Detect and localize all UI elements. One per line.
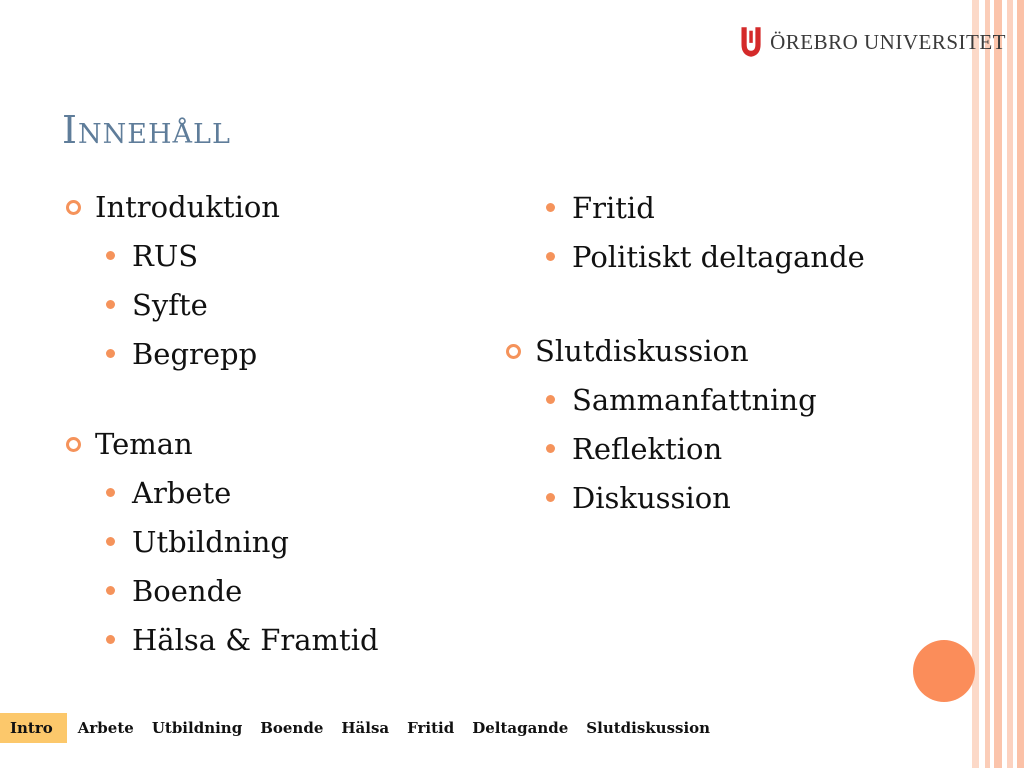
dot-bullet-icon (546, 493, 555, 502)
nav-item-boende[interactable]: Boende (260, 719, 324, 737)
university-logo (738, 20, 1006, 64)
dot-bullet-icon (106, 251, 115, 260)
item-label: Reflektion (572, 431, 723, 466)
list-subitem (66, 615, 379, 664)
item-label: Fritid (572, 190, 655, 225)
orebro-logo-icon (738, 23, 764, 61)
ring-bullet-icon (506, 344, 521, 359)
list-subitem (506, 232, 865, 281)
logo-text: ÖREBRO UNIVERSITET (770, 29, 1006, 54)
decor-stripe (1017, 0, 1024, 768)
item-label: Teman (95, 427, 193, 461)
dot-bullet-icon (106, 488, 115, 497)
nav-item-fritid[interactable]: Fritid (407, 719, 455, 737)
ring-bullet-icon (66, 437, 81, 452)
item-label: Sammanfattning (572, 382, 817, 417)
list-subitem (506, 375, 865, 424)
dot-bullet-icon (546, 203, 555, 212)
list-subitem (66, 329, 379, 378)
item-label: Diskussion (572, 480, 731, 515)
nav-item-deltagande[interactable]: Deltagande (472, 719, 569, 737)
slide-title: Innehåll (62, 108, 231, 152)
section-nav (0, 713, 719, 743)
item-label: Slutdiskussion (535, 334, 749, 368)
decor-stripe (1007, 0, 1013, 768)
list-item (66, 420, 379, 468)
right-column (506, 183, 865, 522)
dot-bullet-icon (546, 444, 555, 453)
dot-bullet-icon (546, 395, 555, 404)
item-label: Introduktion (95, 190, 280, 224)
list-subitem (506, 473, 865, 522)
dot-bullet-icon (106, 349, 115, 358)
item-label: Syfte (132, 287, 208, 322)
list-subitem (66, 517, 379, 566)
list-subitem (66, 231, 379, 280)
list-subitem (506, 183, 865, 232)
item-label: Hälsa & Framtid (132, 622, 379, 657)
dot-bullet-icon (106, 586, 115, 595)
item-label: Boende (132, 573, 243, 608)
item-label: Begrepp (132, 336, 258, 371)
list-subitem (66, 566, 379, 615)
nav-item-arbete[interactable]: Arbete (77, 719, 134, 737)
nav-item-intro[interactable]: Intro (0, 713, 67, 743)
dot-bullet-icon (106, 537, 115, 546)
ring-bullet-icon (66, 200, 81, 215)
left-column (66, 183, 379, 664)
dot-bullet-icon (546, 252, 555, 261)
item-label: Utbildning (132, 524, 289, 559)
list-subitem (66, 280, 379, 329)
nav-item-halsa[interactable]: Hälsa (341, 719, 390, 737)
nav-item-utbildning[interactable]: Utbildning (151, 719, 243, 737)
item-label: Arbete (132, 475, 232, 510)
decor-stripe (994, 0, 1002, 768)
item-label: RUS (132, 238, 199, 273)
list-item (506, 327, 865, 375)
dot-bullet-icon (106, 635, 115, 644)
dot-bullet-icon (106, 300, 115, 309)
list-item (66, 183, 379, 231)
decor-stripe (985, 0, 990, 768)
decor-stripe (972, 0, 979, 768)
item-label: Politiskt deltagande (572, 239, 865, 274)
nav-item-slutdiskussion[interactable]: Slutdiskussion (586, 719, 711, 737)
decor-circle (913, 640, 975, 702)
list-subitem (66, 468, 379, 517)
list-subitem (506, 424, 865, 473)
